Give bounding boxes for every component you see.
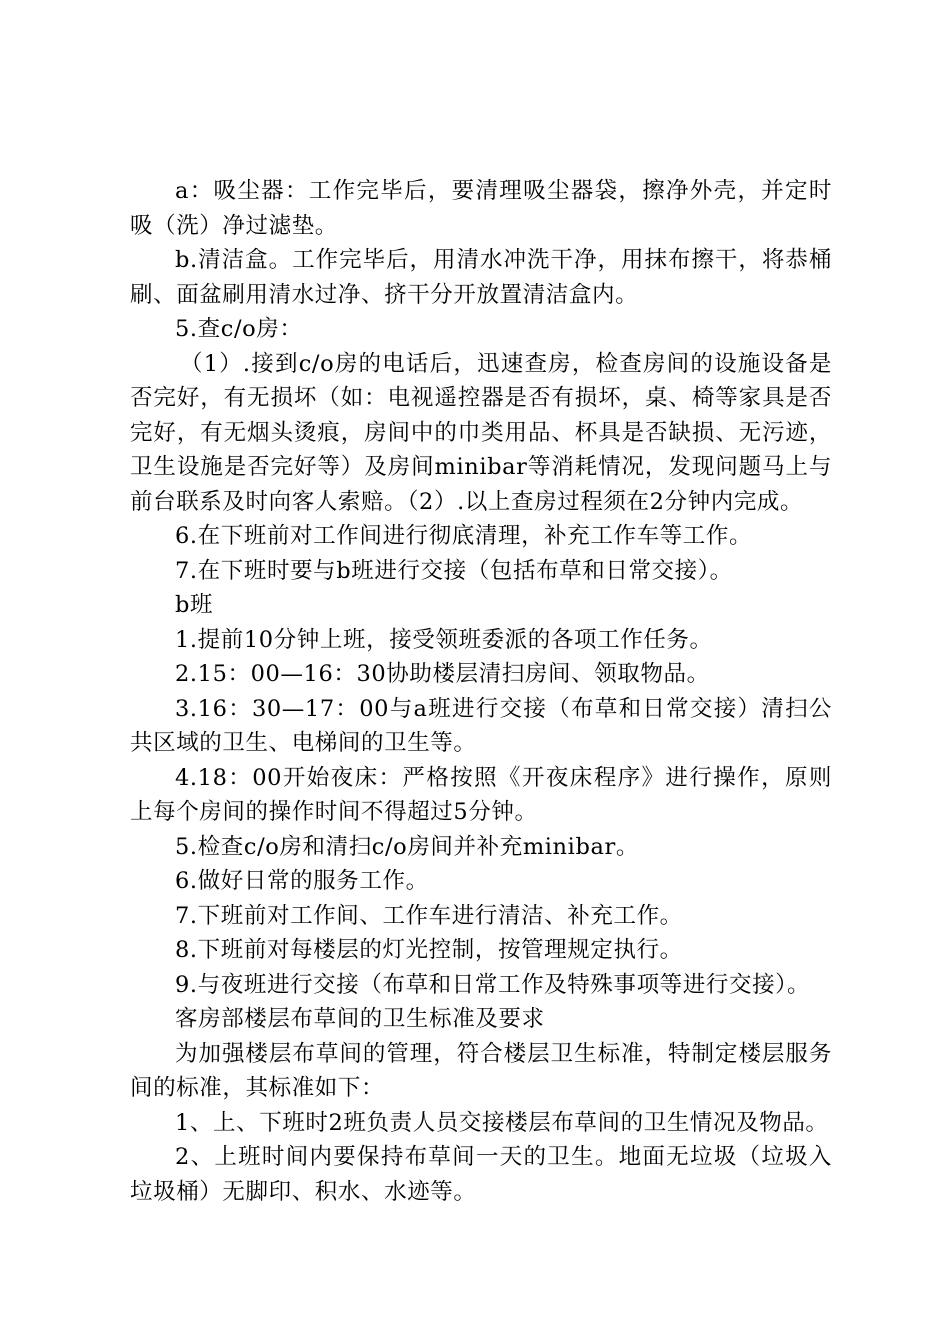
- paragraph-a-shift-item-7: 7.在下班时要与b班进行交接（包括布草和日常交接）。: [175, 557, 733, 584]
- paragraph-b-shift-item-3: 3.16：30—17：00与a班进行交接（布草和日常交接）清扫公共区域的卫生、电梯间的卫生等。: [130, 695, 832, 756]
- paragraph-a-shift-item-6: 6.在下班前对工作间进行彻底清理，补充工作车等工作。: [175, 523, 753, 549]
- paragraph-check-co-room-detail: （1）.接到c/o房的电话后，迅速查房，检查房间的设施设备是否完好，有无损坏（如：电视遥控器是否有损坏，桌、椅等家具是否完好，有无烟头烫痕，房间中的巾类用品、杯具是否缺损、无污迹，卫生设施是否完好等）及房间minibar等消耗情况，发现问题马上与前台联系及时向客人索赔。（2）.以上查房过程须在2分钟内完成。: [130, 350, 832, 515]
- paragraph-b-shift-item-8: 8.下班前对每楼层的灯光控制，按管理规定执行。: [175, 937, 683, 963]
- paragraph-b-shift-item-2: 2.15：00—16：30协助楼层清扫房间、领取物品。: [175, 661, 710, 687]
- paragraph-b-shift-item-7: 7.下班前对工作间、工作车进行清洁、补充工作。: [175, 902, 683, 929]
- paragraph-b-shift-item-5: 5.检查c/o房和清扫c/o房间并补充minibar。: [175, 833, 639, 860]
- paragraph-cleaning-box: b.清洁盒。工作完毕后，用清水冲洗干净，用抹布擦干，将恭桶刷、面盆刷用清水过净、挤干分开放置清洁盒内。: [130, 247, 832, 308]
- paragraph-b-shift-item-1: 1.提前10分钟上班，接受领班委派的各项工作任务。: [175, 626, 713, 653]
- paragraph-linen-room-intro: 为加强楼层布草间的管理，符合楼层卫生标准，特制定楼层服务间的标准，其标准如下：: [130, 1040, 832, 1101]
- paragraph-b-shift-item-6: 6.做好日常的服务工作。: [175, 868, 429, 894]
- paragraph-b-shift-item-4: 4.18：00开始夜床：严格按照《开夜床程序》进行操作，原则上每个房间的操作时间不得超过5分钟。: [130, 764, 832, 825]
- paragraph-check-co-room-heading: 5.查c/o房：: [175, 316, 303, 342]
- paragraph-linen-room-item-1: 1、上、下班时2班负责人员交接楼层布草间的卫生情况及物品。: [175, 1109, 829, 1136]
- paragraph-linen-room-item-2: 2、上班时间内要保持布草间一天的卫生。地面无垃圾（垃圾入垃圾桶）无脚印、积水、水迹等。: [130, 1144, 832, 1205]
- section-heading-b-shift: b班: [175, 592, 214, 618]
- paragraph-b-shift-item-9: 9.与夜班进行交接（布草和日常工作及特殊事项等进行交接）。: [175, 971, 811, 998]
- section-heading-linen-room-standard: 客房部楼层布草间的卫生标准及要求: [175, 1006, 545, 1032]
- paragraph-vacuum-cleaner: a：吸尘器：工作完毕后，要清理吸尘器袋，擦净外壳，并定时吸（洗）净过滤垫。: [130, 178, 832, 239]
